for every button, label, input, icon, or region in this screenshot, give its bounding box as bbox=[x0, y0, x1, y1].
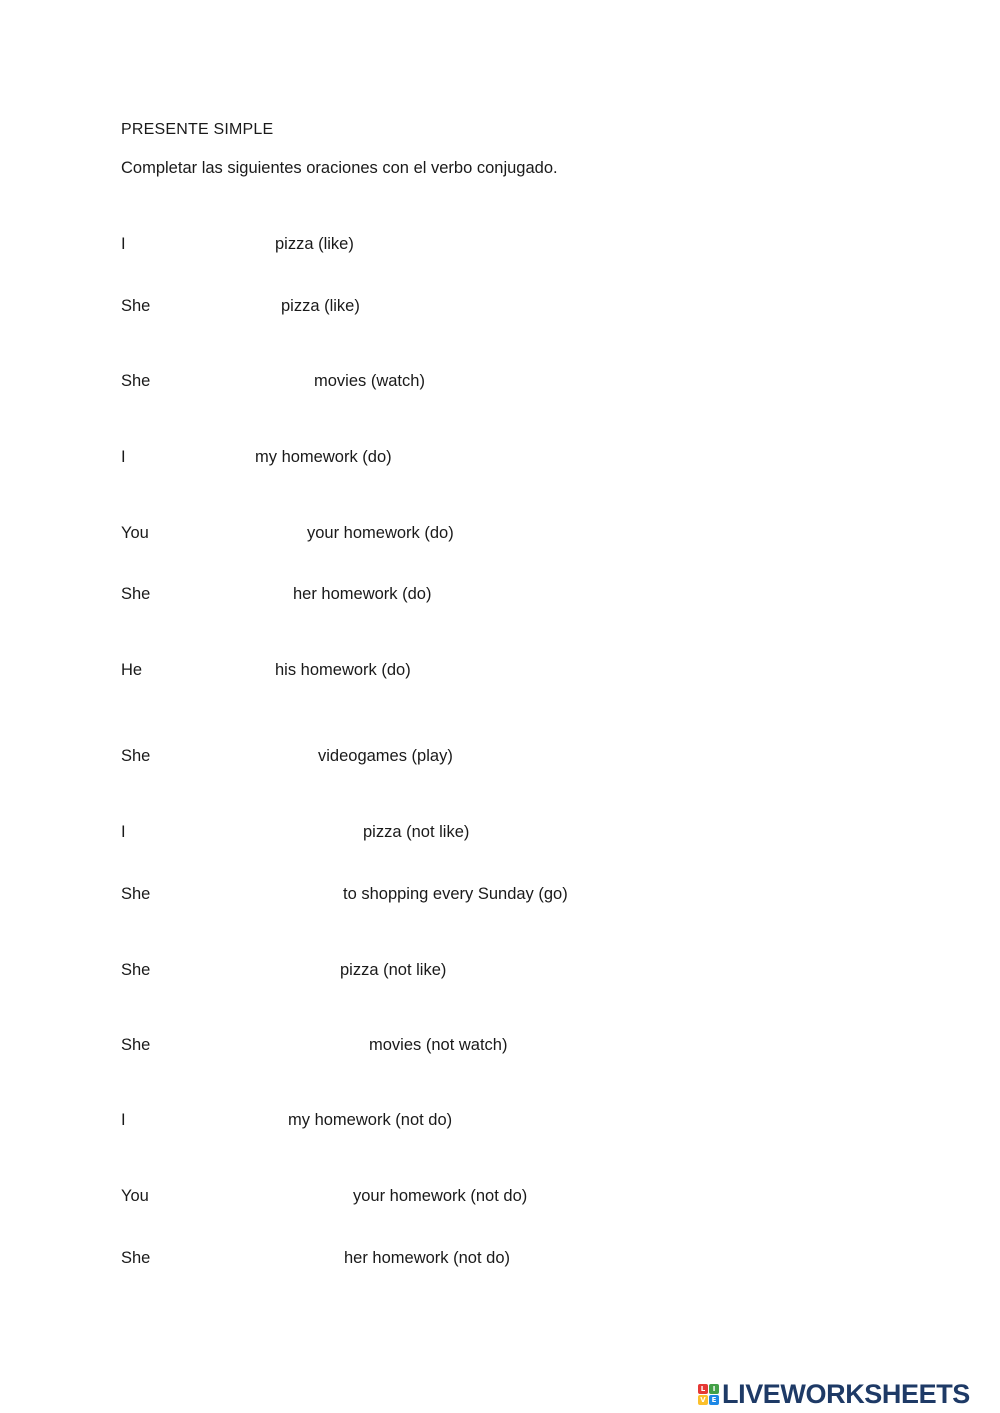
liveworksheets-logo-icon bbox=[698, 1384, 719, 1405]
logo-tile-l: L bbox=[698, 1384, 708, 1394]
sentence-rest: my homework (do) bbox=[255, 448, 392, 466]
sentence-rest: her homework (do) bbox=[293, 585, 432, 603]
sentence-rest: your homework (do) bbox=[307, 524, 454, 542]
sentence-subject: She bbox=[121, 747, 151, 765]
sentence-subject: She bbox=[121, 372, 151, 390]
exercise-row bbox=[0, 1187, 1000, 1209]
answer-blank[interactable] bbox=[158, 1036, 362, 1056]
exercise-row bbox=[0, 372, 1000, 394]
sentence-subject: She bbox=[121, 885, 151, 903]
sentence-rest: pizza (not like) bbox=[340, 961, 447, 979]
sentence-subject: I bbox=[121, 235, 126, 253]
answer-blank[interactable] bbox=[158, 885, 336, 905]
sentence-subject: She bbox=[121, 961, 151, 979]
logo-tile-e: E bbox=[709, 1395, 719, 1405]
logo-tile-v: V bbox=[698, 1395, 708, 1405]
sentence-rest: my homework (not do) bbox=[288, 1111, 453, 1129]
sentence-rest: movies (not watch) bbox=[369, 1036, 508, 1054]
sentence-rest: her homework (not do) bbox=[344, 1249, 510, 1267]
sentence-subject: I bbox=[121, 1111, 126, 1129]
sentence-subject: You bbox=[121, 1187, 149, 1205]
exercise-row bbox=[0, 297, 1000, 319]
sentence-subject: I bbox=[121, 448, 126, 466]
liveworksheets-logo[interactable] bbox=[698, 1379, 970, 1409]
exercise-row bbox=[0, 1111, 1000, 1133]
sentence-rest: pizza (not like) bbox=[363, 823, 470, 841]
sentence-rest: videogames (play) bbox=[318, 747, 453, 765]
sentence-rest: movies (watch) bbox=[314, 372, 425, 390]
answer-blank[interactable] bbox=[158, 372, 306, 392]
exercise-row bbox=[0, 961, 1000, 983]
answer-blank[interactable] bbox=[138, 448, 248, 468]
sentence-subject: You bbox=[121, 524, 149, 542]
answer-blank[interactable] bbox=[158, 747, 310, 767]
answer-blank[interactable] bbox=[138, 823, 356, 843]
exercise-row bbox=[0, 235, 1000, 257]
answer-blank[interactable] bbox=[158, 961, 333, 981]
sentence-rest: to shopping every Sunday (go) bbox=[343, 885, 568, 903]
answer-blank[interactable] bbox=[152, 661, 268, 681]
exercise-row bbox=[0, 747, 1000, 769]
exercise-row bbox=[0, 823, 1000, 845]
sentence-subject: He bbox=[121, 661, 143, 679]
sentence-rest: your homework (not do) bbox=[353, 1187, 528, 1205]
answer-blank[interactable] bbox=[158, 297, 274, 317]
answer-blank[interactable] bbox=[158, 585, 286, 605]
sentence-subject: She bbox=[121, 585, 151, 603]
exercise-row bbox=[0, 1249, 1000, 1271]
exercise-row bbox=[0, 661, 1000, 683]
sentence-rest: his homework (do) bbox=[275, 661, 411, 679]
exercise-row bbox=[0, 524, 1000, 546]
exercise-row bbox=[0, 448, 1000, 470]
sentence-rest: pizza (like) bbox=[275, 235, 354, 253]
logo-text: LIVEWORKSHEETS bbox=[722, 1379, 970, 1409]
sentence-subject: She bbox=[121, 1249, 151, 1267]
sentence-rest: pizza (like) bbox=[281, 297, 360, 315]
answer-blank[interactable] bbox=[160, 1187, 346, 1207]
sentence-subject: She bbox=[121, 1036, 151, 1054]
answer-blank[interactable] bbox=[158, 235, 268, 255]
worksheet-title: PRESENTE SIMPLE bbox=[121, 121, 274, 138]
worksheet-instructions: Completar las siguientes oraciones con el verbo conjugado. bbox=[121, 159, 558, 177]
exercise-row bbox=[0, 585, 1000, 607]
exercise-row bbox=[0, 885, 1000, 907]
sentence-subject: I bbox=[121, 823, 126, 841]
exercise-row bbox=[0, 1036, 1000, 1058]
logo-tile-i: I bbox=[709, 1384, 719, 1394]
answer-blank[interactable] bbox=[138, 1111, 281, 1131]
sentence-subject: She bbox=[121, 297, 151, 315]
answer-blank[interactable] bbox=[160, 524, 300, 544]
answer-blank[interactable] bbox=[158, 1249, 337, 1269]
